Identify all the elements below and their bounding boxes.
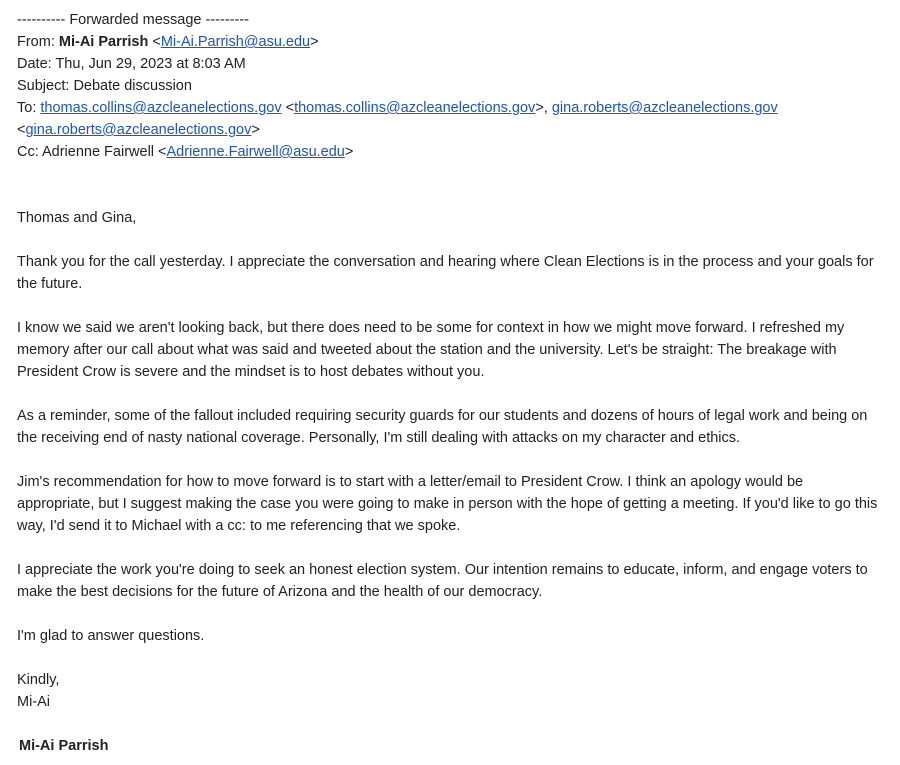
subject-line (17, 75, 883, 97)
body-paragraph-5: I appreciate the work you're doing to seek an honest election system. Our intention remains to educate, inform, and engage voters to make the best decisions for the future of Arizona and the health of our democracy. (17, 562, 868, 600)
body-paragraph-3: As a reminder, some of the fallout included requiring security guards for our students and dozens of hours of legal work and being on the receiving end of nasty national coverage. Personally, I'm still dealing with attacks on my character and ethics. (17, 408, 868, 446)
subject-label: Subject: (17, 78, 70, 94)
header-body-spacer (17, 163, 883, 207)
body-paragraph-2: I know we said we aren't looking back, but there does need to be some for context in how we might move forward. I refreshed my memory after our call about what was said and tweeted about the station and the university. Let's be straight: The breakage with President Crow is severe and the mindset is to host debates without you. (17, 320, 845, 380)
to-recipient-2-display-link[interactable]: gina.roberts@azcleanelections.gov (551, 100, 778, 116)
cc-label: Cc: (17, 144, 39, 160)
to-recipient-1-display-link[interactable]: thomas.collins@azcleanelections.gov (40, 100, 282, 116)
body-paragraph-6: I'm glad to answer questions. (17, 628, 205, 644)
date-value: Thu, Jun 29, 2023 at 8:03 AM (55, 56, 246, 72)
forwarded-banner: ---------- Forwarded message --------- (17, 12, 249, 28)
from-name: Mi-Ai Parrish (58, 34, 149, 50)
subject-value: Debate discussion (73, 78, 192, 94)
date-line (17, 53, 883, 75)
to-recipient-2-email-link[interactable]: gina.roberts@azcleanelections.gov (25, 122, 252, 138)
to-line: To: thomas.collins@azcleanelections.gov <thomas.collins@azcleanelections.gov>, gina.roberts@azcleanelections.gov (17, 100, 778, 116)
cc-line: Cc: Adrienne Fairwell <Adrienne.Fairwell@asu.edu> (17, 144, 354, 160)
from-email-link[interactable]: Mi-Ai.Parrish@asu.edu (160, 34, 311, 50)
cc-name: Adrienne Fairwell (41, 144, 155, 160)
closing: Kindly, (17, 672, 60, 688)
signature-name: Mi-Ai Parrish (19, 738, 109, 754)
to-line-continued: <gina.roberts@azcleanelections.gov> (17, 122, 260, 138)
closing-name: Mi-Ai (17, 694, 51, 710)
from-line: From: Mi-Ai Parrish <Mi-Ai.Parrish@asu.edu> (17, 34, 319, 50)
date-label: Date: (17, 56, 52, 72)
to-label: To: (17, 100, 37, 116)
from-label: From: (17, 34, 55, 50)
cc-email-link[interactable]: Adrienne.Fairwell@asu.edu (166, 144, 345, 160)
body-paragraph-4: Jim's recommendation for how to move forward is to start with a letter/email to President Crow. I think an apology would be appropriate, but I suggest making the case you were going to make in person with the hope of getting a meeting. If you'd like to go this way, I'd send it to Michael with a cc: to me referencing that we spoke. (17, 474, 878, 534)
body-paragraph-1: Thank you for the call yesterday. I appreciate the conversation and hearing where Clean Elections is in the process and your goals for the future. (17, 254, 874, 292)
greeting: Thomas and Gina, (17, 210, 137, 226)
to-recipient-1-email-link[interactable]: thomas.collins@azcleanelections.gov (294, 100, 536, 116)
